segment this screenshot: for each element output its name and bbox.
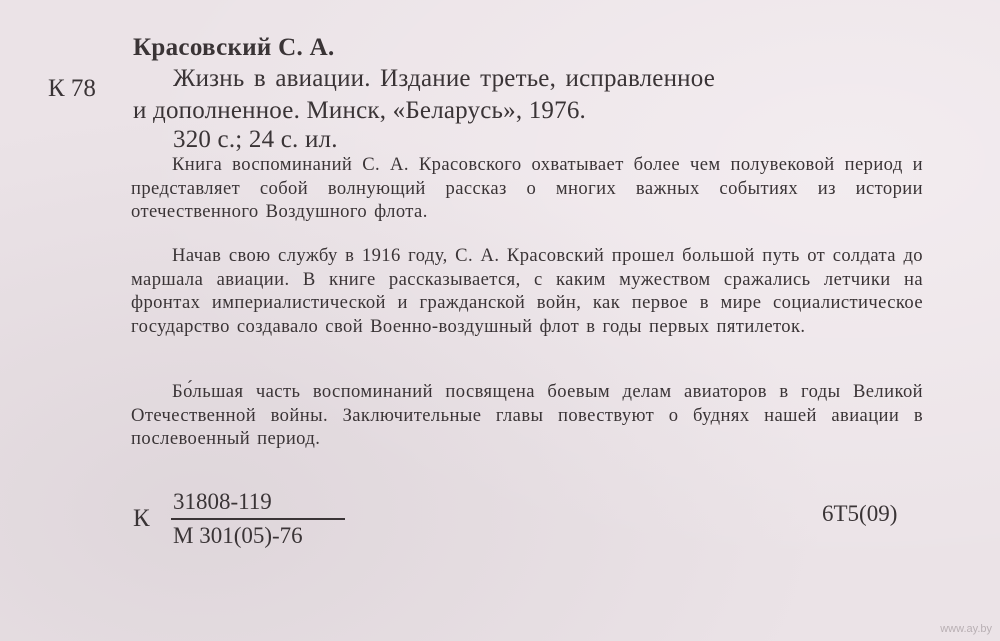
page-count: 320 с.; 24 с. ил. — [173, 126, 338, 153]
watermark: www.ay.by — [940, 623, 992, 635]
index-letter: К — [133, 505, 150, 532]
annotation-paragraph-3: Бо́льшая часть воспоминаний посвящена боевым делам авиаторов в годы Великой Отечественной войны. Заключительные главы повествуют о буднях нашей авиации в послевоенный период. — [131, 381, 923, 450]
annotation-paragraph-1: Книга воспоминаний С. А. Красовского охватывает более чем полувековой период и представляет собой волнующий рассказ о многих важных событиях из истории отечественного Воздушного флота. — [131, 154, 923, 223]
annotation-paragraph-2: Начав свою службу в 1916 году, С. А. Красовский прошел большой путь от солдата до маршала авиации. В книге рассказывается, с каким мужеством сражались летчики на фронтах империалистической и гражданской войн, как первое в мире социалистическое государство создавало свой Военно-воздушный флот в годы первых пятилеток. — [131, 245, 923, 337]
classification-code: 6Т5(09) — [822, 501, 898, 526]
book-title-line-1: Жизнь в авиации. Издание третье, исправленное — [173, 65, 716, 92]
author-name: Красовский С. А. — [133, 34, 335, 61]
book-title-line-2: и дополненное. Минск, «Беларусь», 1976. — [133, 97, 586, 124]
catalog-code: К 78 — [48, 75, 96, 102]
fraction-numerator: 31808-119 — [173, 489, 272, 514]
fraction-bar — [171, 518, 345, 520]
fraction-denominator: М 301(05)-76 — [173, 523, 303, 548]
